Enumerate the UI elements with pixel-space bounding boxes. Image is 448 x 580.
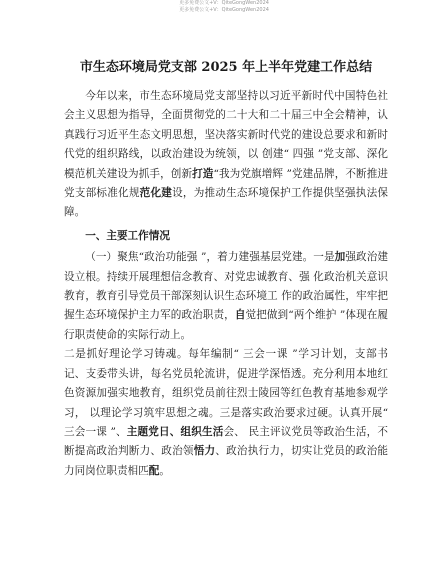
body-text: 强政治建设立根。持续开展理想信念教育、对党忠诚教育、强 化政治机关意识教育，教育引导党员干部深刻认识生态环境工 作的政治属性，牢牢把握生态环境保护主力军的政治职责，	[64, 251, 389, 322]
body-text: 。	[159, 464, 170, 477]
body-text: 、政治执行力，切实让党员的政治能力同岗位职责相匹	[64, 445, 389, 477]
bold-text: 加	[334, 251, 346, 264]
document-title: 市生态环境局党支部 2025 年上半年党建工作总结	[79, 60, 373, 75]
body-text: （一）聚焦“政治功能强 ”，着力建强基层党建。一是	[85, 251, 335, 264]
watermark-line: 更多免费公文+V：QiteGongWen2024	[179, 7, 269, 13]
intro-text: 今年以来，市生态环境局党支部坚持以习近平新时代中国特色社会主义思想为指导，全面贯彻党的二十大和二十届三中全会精神，认真践行习近平生态文明思想，坚决落实新时代党的建设总要求和新时代党的组织路线，以政治建设为统领，以 创建“ 四强 ”党支部、深化模范机关建设为抓手，创新	[64, 90, 388, 180]
bold-text: 悟力	[193, 445, 216, 458]
body-paragraph	[64, 345, 388, 481]
section-heading: 一、主要工作情况	[85, 229, 170, 242]
intro-paragraph	[64, 87, 388, 223]
body-text: 觉把做到“两个维护 ”体现在履行职责使命的实际行动上。	[64, 309, 389, 341]
watermark	[0, 0, 448, 14]
body-paragraph	[64, 248, 388, 345]
bold-text: 主题党日、组织生活	[126, 425, 224, 438]
bold-text: 打造	[192, 167, 214, 180]
document-page	[64, 58, 388, 481]
bold-text: 配	[148, 464, 160, 477]
bold-text: 范化建	[139, 187, 173, 200]
body-text: 二是抓好理论学习铸魂。每年编制“ 三会一课 ”学习计划，支部书记、支委带头讲，每名党员轮流讲，促进学深悟透。充分利用本地红色资源加强实地教育，组织党员前往烈士陵园等红色教育基地参观学习， 以理论学习筑牢思想之魂。三是落实政治要求过硬。认真开展“ 三会一课 ”、	[64, 348, 388, 438]
watermark-line: 更多免费公文+V：QiteGongWen2024	[179, 0, 269, 6]
body-text: 会、 民主评议党员等政治生活，不断提高政治判断力、政治领	[64, 425, 388, 458]
bold-text: 自	[234, 309, 246, 322]
intro-text: “我为党旗增辉 ”党建品牌，不断推进党支部标准化规	[64, 167, 389, 200]
intro-text: 设，为推动生态环境保护工作提供坚强执法保障。	[64, 187, 389, 219]
